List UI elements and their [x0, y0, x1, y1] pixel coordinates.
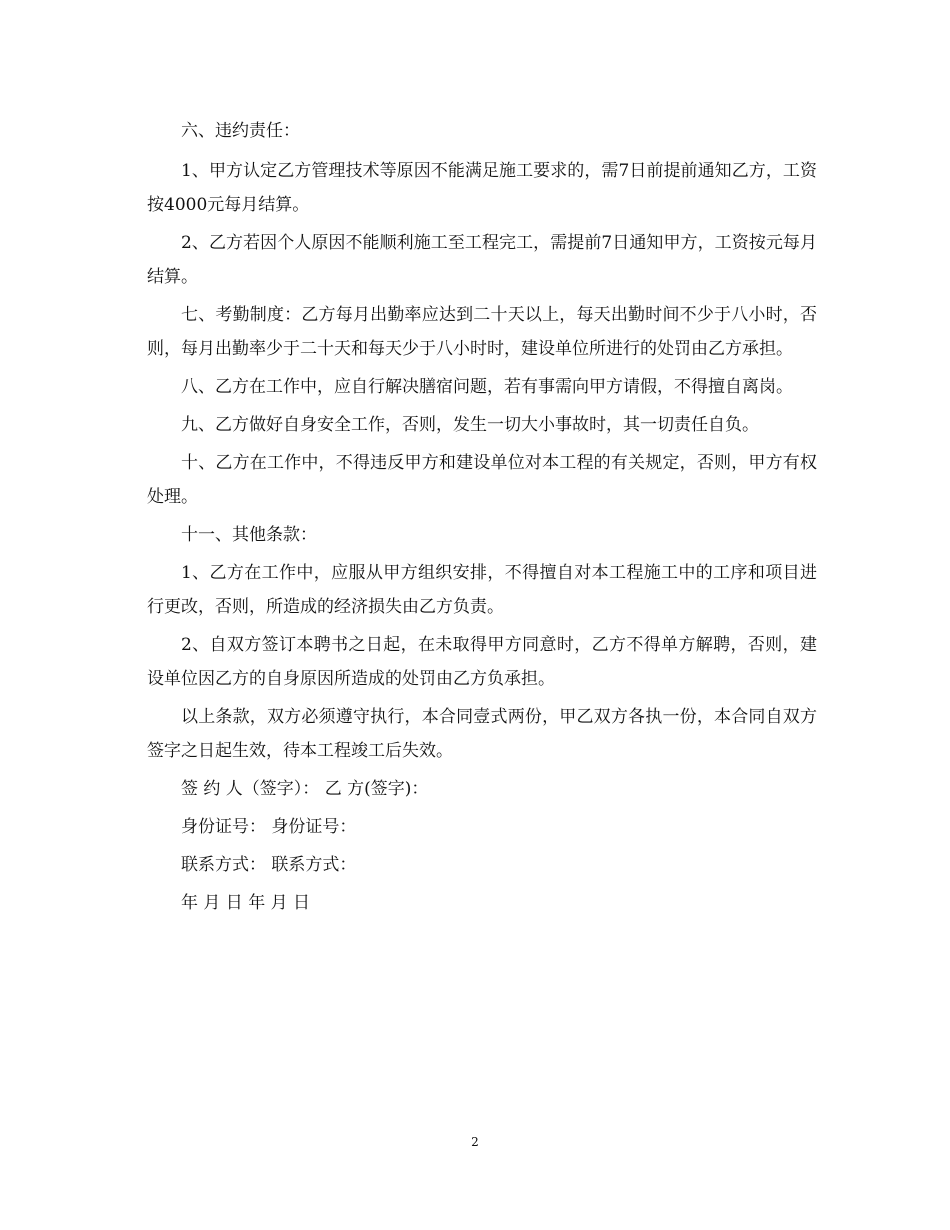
section-regulations: 十、乙方在工作中，不得违反甲方和建设单位对本工程的有关规定，否则，甲方有权处理。 [147, 453, 817, 507]
section-accommodation: 八、乙方在工作中，应自行解决膳宿问题，若有事需向甲方请假，不得擅自离岗。 [181, 377, 793, 397]
contact-line: 联系方式： 联系方式： [181, 855, 357, 875]
signer-line: 签 约 人（签字）： 乙 方(签字)： [181, 779, 429, 799]
section-heading-breach: 六、违约责任： [181, 121, 300, 141]
id-number-line: 身份证号： 身份证号： [181, 817, 357, 837]
section-safety: 九、乙方做好自身安全工作，否则，发生一切大小事故时，其一切责任自负。 [181, 415, 759, 435]
page-number: 2 [471, 1135, 479, 1149]
clause-paragraph: 1、甲方认定乙方管理技术等原因不能满足施工要求的，需7日前提前通知乙方，工资按4000元每月结算。 [147, 161, 817, 215]
clause-paragraph: 2、自双方签订本聘书之日起，在未取得甲方同意时，乙方不得单方解聘，否则，建设单位因乙方的自身原因所造成的处罚由乙方负承担。 [147, 635, 817, 689]
section-heading-other: 十一、其他条款： [181, 525, 317, 545]
document-body [147, 114, 817, 924]
clause-paragraph: 2、乙方若因个人原因不能顺利施工至工程完工，需提前7日通知甲方，工资按元每月结算。 [147, 233, 817, 287]
closing-paragraph: 以上条款，双方必须遵守执行，本合同壹式两份，甲乙双方各执一份，本合同自双方签字之日起生效，待本工程竣工后失效。 [147, 707, 817, 761]
section-attendance: 七、考勤制度：乙方每月出勤率应达到二十天以上，每天出勤时间不少于八小时，否则，每月出勤率少于二十天和每天少于八小时时，建设单位所进行的处罚由乙方承担。 [147, 305, 817, 359]
date-line: 年 月 日 年 月 日 [181, 893, 311, 913]
clause-paragraph: 1、乙方在工作中，应服从甲方组织安排，不得擅自对本工程施工中的工序和项目进行更改，否则，所造成的经济损失由乙方负责。 [147, 563, 817, 617]
